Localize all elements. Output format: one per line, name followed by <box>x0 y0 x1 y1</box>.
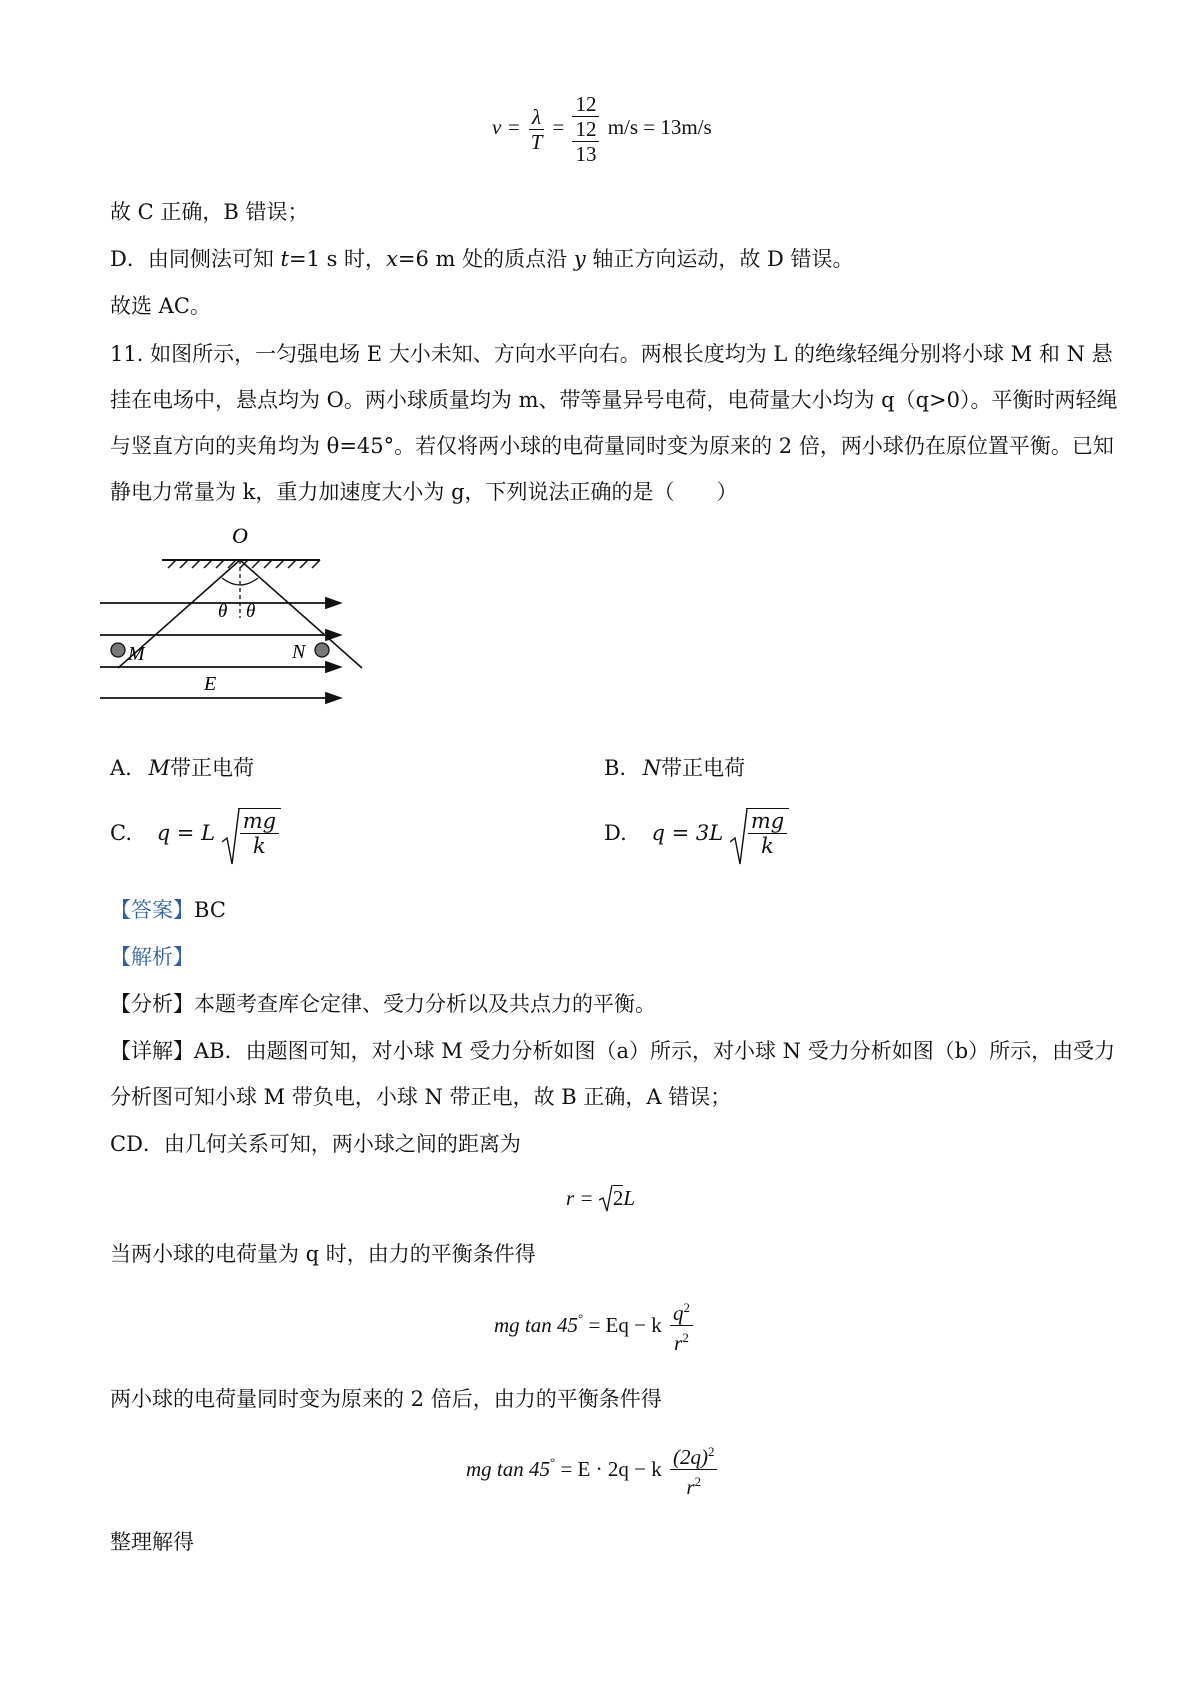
eq3-mid: = E · 2q − k <box>555 1457 662 1481</box>
velocity-equation <box>492 92 712 166</box>
question-11-line-2: 挂在电场中，悬点均为 O。两小球质量均为 m、带等量异号电荷，电荷量大小均为 q（q>0）。平衡时两轻绳 <box>110 388 1118 412</box>
eq3-lhs: mg tan 45 <box>466 1457 550 1481</box>
ball-N <box>315 643 329 657</box>
option-D-label: D. <box>604 821 627 845</box>
eq-sign: = <box>552 114 565 139</box>
label-N: N <box>292 641 306 663</box>
distance-equation <box>566 1186 635 1211</box>
eq2-num-sup: 2 <box>683 1300 690 1315</box>
analysis-label: 【解析】 <box>110 945 194 969</box>
period-T: T <box>530 129 543 154</box>
option-D-den: k <box>761 834 774 858</box>
detail-line-1: 【详解】AB．由题图可知，对小球 M 受力分析如图（a）所示，对小球 N 受力分析如图（b）所示，由受力 <box>110 1039 1116 1063</box>
balance-equation-2 <box>466 1440 720 1499</box>
radical-sign <box>730 808 748 866</box>
balance-equation-1 <box>494 1296 696 1355</box>
option-C-label: C. <box>110 821 132 845</box>
lambda: λ <box>529 105 544 130</box>
sqrt-two <box>599 1186 624 1211</box>
eq3-num: (2q) <box>672 1445 708 1469</box>
option-C-lhs: q = L <box>156 821 216 845</box>
option-A <box>110 752 254 782</box>
option-B-var: N <box>642 756 662 780</box>
option-B-text: 带正电荷 <box>661 756 746 780</box>
option-D <box>604 808 789 858</box>
inner-fraction <box>572 117 599 166</box>
ball-M <box>111 643 125 657</box>
eq2-num: q <box>672 1301 684 1325</box>
l2-d: 轴正方向运动，故 D 错误。 <box>585 247 854 271</box>
text-line-3: 故选 AC。 <box>110 294 211 318</box>
option-A-label: A. <box>110 756 132 780</box>
radical-sign <box>599 1184 613 1212</box>
l2-t: t <box>280 247 289 271</box>
when-q-line: 当两小球的电荷量为 q 时，由力的平衡条件得 <box>110 1242 536 1266</box>
unit-result: m/s = 13m/s <box>607 114 712 139</box>
eq2-lhs: mg tan 45 <box>494 1313 578 1337</box>
lambda-over-T <box>529 105 544 154</box>
answer-label: 【答案】 <box>110 898 194 922</box>
option-C-sqrt <box>222 808 281 858</box>
l2-a: D．由同侧法可知 <box>110 247 281 271</box>
label-O: O <box>232 523 248 548</box>
question-11-line-4: 静电力常量为 k，重力加速度大小为 g，下列说法正确的是（ ） <box>110 480 738 504</box>
question-11-line-3: 与竖直方向的夹角均为 θ=45°。若仅将两小球的电荷量同时变为原来的 2 倍，两小球仍在原位置平衡。已知 <box>110 434 1114 458</box>
l2-b: =1 s 时， <box>288 247 387 271</box>
option-D-lhs: q = 3L <box>651 821 724 845</box>
option-C-den: k <box>253 834 266 858</box>
eq3-deg: ° <box>550 1454 556 1470</box>
label-M: M <box>128 643 145 665</box>
l2-c: =6 m 处的质点沿 <box>397 247 574 271</box>
answer-value: BC <box>194 898 226 922</box>
eq2-deg: ° <box>578 1310 584 1326</box>
r-L: L <box>623 1186 636 1210</box>
option-D-sqrt <box>730 808 789 858</box>
option-B <box>604 752 745 782</box>
option-C <box>110 808 281 858</box>
outer-numerator: 12 <box>572 92 599 117</box>
eq3-fraction <box>670 1440 718 1499</box>
eq2-den: r <box>674 1331 683 1355</box>
twelve-over-fraction <box>572 92 599 166</box>
detail-line-2: 分析图可知小球 M 带负电，小球 N 带正电，故 B 正确，A 错误； <box>110 1085 732 1109</box>
text-line-1: 故 C 正确，B 错误； <box>110 200 309 224</box>
root-value: 2 <box>612 1186 624 1210</box>
option-A-text: 带正电荷 <box>170 756 255 780</box>
theta-right: θ <box>246 601 256 622</box>
electric-field-diagram <box>100 520 380 740</box>
cd-line: CD．由几何关系可知，两小球之间的距离为 <box>110 1132 521 1156</box>
eq3-den: r <box>686 1475 695 1499</box>
eq2-mid: = Eq − k <box>583 1313 662 1337</box>
option-C-num: mg <box>240 809 279 834</box>
label-E: E <box>204 673 217 695</box>
eq2-fraction <box>670 1296 693 1355</box>
inner-numerator: 12 <box>572 117 599 142</box>
theta-left: θ <box>218 601 228 622</box>
l2-x: x <box>386 247 398 271</box>
tidy-line: 整理解得 <box>110 1530 194 1554</box>
eq2-den-sup: 2 <box>682 1330 689 1345</box>
analysis-summary: 【分析】本题考查库仑定律、受力分析以及共点力的平衡。 <box>110 992 656 1016</box>
text-line-2 <box>110 245 854 273</box>
r-lhs: r = <box>566 1186 599 1210</box>
option-A-var: M <box>148 756 171 780</box>
eq3-den-sup: 2 <box>694 1474 702 1489</box>
option-B-label: B. <box>604 756 627 780</box>
question-11-line-1: 11. 如图所示，一匀强电场 E 大小未知、方向水平向右。两根长度均为 L 的绝缘轻绳分别将小球 M 和 N 悬 <box>110 342 1113 366</box>
eq-v-lhs: v = <box>492 114 521 139</box>
option-D-num: mg <box>748 809 787 834</box>
double-charge-line: 两小球的电荷量同时变为原来的 2 倍后，由力的平衡条件得 <box>110 1387 662 1411</box>
radical-sign <box>222 808 240 866</box>
inner-denominator: 13 <box>575 142 597 166</box>
eq3-num-sup: 2 <box>707 1444 715 1459</box>
l2-y: y <box>573 247 586 271</box>
answer-line <box>110 896 226 924</box>
